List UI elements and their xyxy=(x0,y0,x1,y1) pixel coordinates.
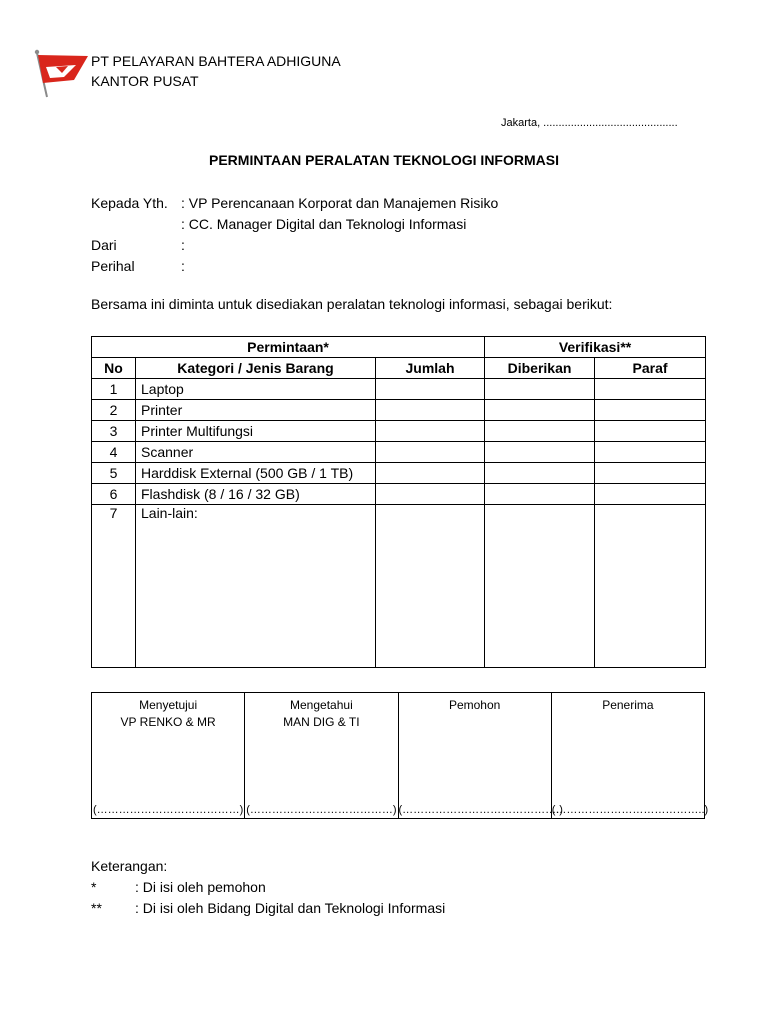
signature-box-approver[interactable] xyxy=(92,693,245,819)
table-row xyxy=(92,421,706,442)
given-cell[interactable] xyxy=(485,442,595,463)
address-value: : xyxy=(181,258,185,274)
address-value: : xyxy=(181,237,185,253)
row-number: 7 xyxy=(92,505,136,668)
table-row xyxy=(92,379,706,400)
signature-role: Pemohon xyxy=(448,698,501,712)
address-value: : CC. Manager Digital dan Teknologi Informasi xyxy=(181,216,467,232)
given-cell[interactable] xyxy=(485,421,595,442)
row-item: Printer xyxy=(136,400,376,421)
notes-block xyxy=(91,856,445,919)
signature-role: Menyetujui xyxy=(139,698,198,712)
quantity-cell[interactable] xyxy=(376,484,485,505)
initial-cell[interactable] xyxy=(595,484,706,505)
signature-role: Penerima xyxy=(602,698,654,712)
note-item xyxy=(91,877,445,898)
address-value: : VP Perencanaan Korporat dan Manajemen Risiko xyxy=(181,195,499,211)
note-item xyxy=(91,898,445,919)
initial-cell[interactable] xyxy=(595,421,706,442)
signature-box-requester[interactable] xyxy=(398,693,563,819)
signature-name-line: (…………………………………) xyxy=(246,804,397,816)
table-row-other xyxy=(92,505,706,668)
given-cell[interactable] xyxy=(485,400,595,421)
address-label: Kepada Yth. xyxy=(91,195,168,211)
row-number: 5 xyxy=(92,463,136,484)
note-mark: ** xyxy=(91,900,102,916)
quantity-cell[interactable] xyxy=(376,400,485,421)
column-header-initial: Paraf xyxy=(595,358,706,379)
address-label: Perihal xyxy=(91,258,135,274)
table-row xyxy=(92,463,706,484)
signature-table xyxy=(91,692,709,819)
given-cell[interactable] xyxy=(485,463,595,484)
initial-cell[interactable] xyxy=(595,400,706,421)
quantity-cell[interactable] xyxy=(376,505,485,668)
address-label: Dari xyxy=(91,237,117,253)
company-name: PT PELAYARAN BAHTERA ADHIGUNA xyxy=(91,53,341,69)
row-item[interactable]: Lain-lain: xyxy=(136,505,376,668)
initial-cell[interactable] xyxy=(595,505,706,668)
row-number: 1 xyxy=(92,379,136,400)
initial-cell[interactable] xyxy=(595,463,706,484)
column-header-quantity: Jumlah xyxy=(376,358,485,379)
signature-name-line: (…………………………………) xyxy=(92,804,244,816)
address-row-subject xyxy=(91,256,498,277)
signature-name-line: (…………………………………….) xyxy=(398,804,563,816)
request-table xyxy=(91,336,706,668)
quantity-cell[interactable] xyxy=(376,421,485,442)
quantity-cell[interactable] xyxy=(376,442,485,463)
office-name: KANTOR PUSAT xyxy=(91,73,199,89)
note-text: : Di isi oleh Bidang Digital dan Teknologi Informasi xyxy=(135,900,446,916)
address-row-from xyxy=(91,235,498,256)
table-row xyxy=(92,484,706,505)
row-item: Scanner xyxy=(136,442,376,463)
signature-title: MAN DIG & TI xyxy=(283,715,360,729)
notes-heading: Keterangan: xyxy=(91,858,168,874)
signature-role: Mengetahui xyxy=(290,698,353,712)
note-text: : Di isi oleh pemohon xyxy=(135,879,266,895)
row-number: 4 xyxy=(92,442,136,463)
row-number: 3 xyxy=(92,421,136,442)
row-item: Printer Multifungsi xyxy=(136,421,376,442)
signature-name-line: (…………………………………..) xyxy=(551,804,709,816)
signature-title: VP RENKO & MR xyxy=(120,715,216,729)
address-row-to xyxy=(91,193,498,214)
note-mark: * xyxy=(91,879,97,895)
company-header xyxy=(91,51,341,91)
group-header-request: Permintaan* xyxy=(92,337,485,358)
company-logo-icon xyxy=(34,47,90,101)
given-cell[interactable] xyxy=(485,484,595,505)
document-title: PERMINTAAN PERALATAN TEKNOLOGI INFORMASI xyxy=(209,152,559,168)
address-block xyxy=(91,193,498,277)
row-item: Harddisk External (500 GB / 1 TB) xyxy=(136,463,376,484)
given-cell[interactable] xyxy=(485,505,595,668)
row-number: 6 xyxy=(92,484,136,505)
signature-box-receiver[interactable] xyxy=(551,693,709,819)
initial-cell[interactable] xyxy=(595,379,706,400)
table-row xyxy=(92,400,706,421)
row-item: Flashdisk (8 / 16 / 32 GB) xyxy=(136,484,376,505)
address-label xyxy=(91,214,181,235)
given-cell[interactable] xyxy=(485,379,595,400)
date-line: Jakarta, ............................................ xyxy=(501,117,678,129)
signature-box-acknowledger[interactable] xyxy=(245,693,398,819)
address-row-cc xyxy=(91,214,498,235)
column-header-no: No xyxy=(92,358,136,379)
row-item: Laptop xyxy=(136,379,376,400)
row-number: 2 xyxy=(92,400,136,421)
column-header-category: Kategori / Jenis Barang xyxy=(136,358,376,379)
quantity-cell[interactable] xyxy=(376,463,485,484)
quantity-cell[interactable] xyxy=(376,379,485,400)
column-header-given: Diberikan xyxy=(485,358,595,379)
table-row xyxy=(92,442,706,463)
initial-cell[interactable] xyxy=(595,442,706,463)
group-header-verification: Verifikasi** xyxy=(485,337,706,358)
intro-text: Bersama ini diminta untuk disediakan peralatan teknologi informasi, sebagai berikut: xyxy=(91,296,613,312)
